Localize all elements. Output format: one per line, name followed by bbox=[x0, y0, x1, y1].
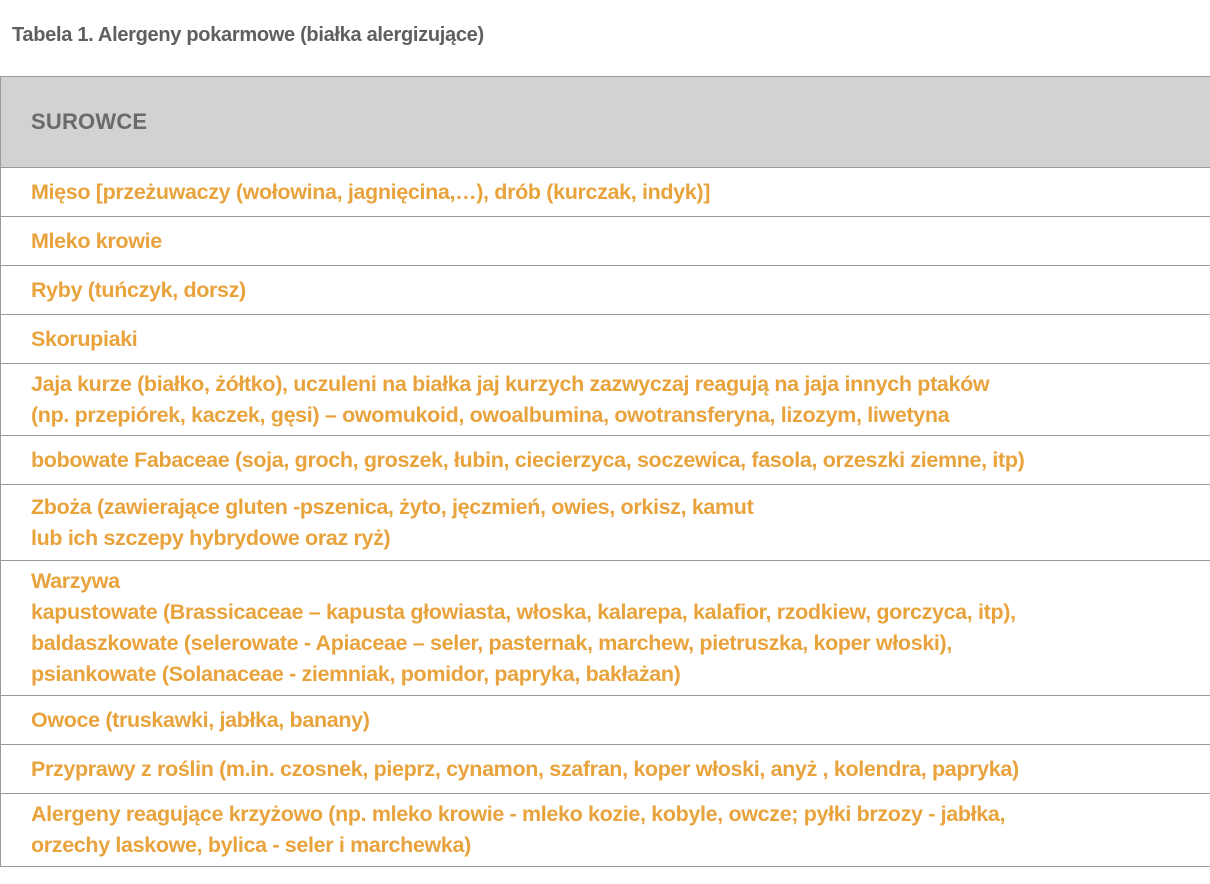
row-text: kapustowate (Brassicaceae – kapusta głowiasta, włoska, kalarepa, kalafior, rzodkiew, gorczyca, itp), bbox=[31, 600, 1016, 624]
row-text: Alergeny reagujące krzyżowo (np. mleko krowie - mleko kozie, kobyle, owcze; pyłki brzozy - jabłka, bbox=[31, 802, 1006, 826]
allergen-table bbox=[0, 76, 1210, 867]
table-row bbox=[1, 315, 1210, 364]
table-row bbox=[1, 794, 1210, 867]
row-text: orzechy laskowe, bylica - seler i marchewka) bbox=[31, 833, 471, 857]
header-label: SUROWCE bbox=[31, 109, 148, 134]
row-text: (np. przepiórek, kaczek, gęsi) – owomukoid, owoalbumina, owotransferyna, lizozym, liwetyna bbox=[31, 402, 950, 427]
table-header bbox=[1, 76, 1210, 168]
table-row bbox=[1, 436, 1210, 485]
row-text: Warzywa bbox=[31, 569, 120, 593]
row-text: psiankowate (Solanaceae - ziemniak, pomidor, papryka, bakłażan) bbox=[31, 662, 681, 686]
row-text: Przyprawy z roślin (m.in. czosnek, pieprz, cynamon, szafran, koper włoski, anyż , kolendra, papryka) bbox=[31, 756, 1019, 781]
row-text: lub ich szczepy hybrydowe oraz ryż) bbox=[31, 525, 391, 550]
row-text: bobowate Fabaceae (soja, groch, groszek, łubin, ciecierzyca, soczewica, fasola, orzeszki ziemne, itp) bbox=[31, 447, 1025, 472]
row-text: Jaja kurze (białko, żółtko), uczuleni na białka jaj kurzych zazwyczaj reagują na jaja innych ptaków bbox=[31, 371, 990, 396]
table-row bbox=[1, 561, 1210, 696]
table-row bbox=[1, 168, 1210, 217]
row-text: Zboża (zawierające gluten -pszenica, żyto, jęczmień, owies, orkisz, kamut bbox=[31, 494, 754, 519]
table-row bbox=[1, 364, 1210, 436]
table-row bbox=[1, 745, 1210, 794]
row-text: Mięso [przeżuwaczy (wołowina, jagnięcina,…), drób (kurczak, indyk)] bbox=[31, 179, 711, 204]
table-row bbox=[1, 266, 1210, 315]
table-caption: Tabela 1. Alergeny pokarmowe (białka alergizujące) bbox=[12, 24, 484, 46]
table-row bbox=[1, 485, 1210, 561]
row-text: Mleko krowie bbox=[31, 228, 162, 253]
row-text: Ryby (tuńczyk, dorsz) bbox=[31, 277, 246, 302]
row-text: Owoce (truskawki, jabłka, banany) bbox=[31, 707, 370, 732]
table-row bbox=[1, 217, 1210, 266]
row-text: Skorupiaki bbox=[31, 326, 138, 351]
table-row bbox=[1, 696, 1210, 745]
row-text: baldaszkowate (selerowate - Apiaceae – seler, pasternak, marchew, pietruszka, koper włoski), bbox=[31, 631, 952, 655]
